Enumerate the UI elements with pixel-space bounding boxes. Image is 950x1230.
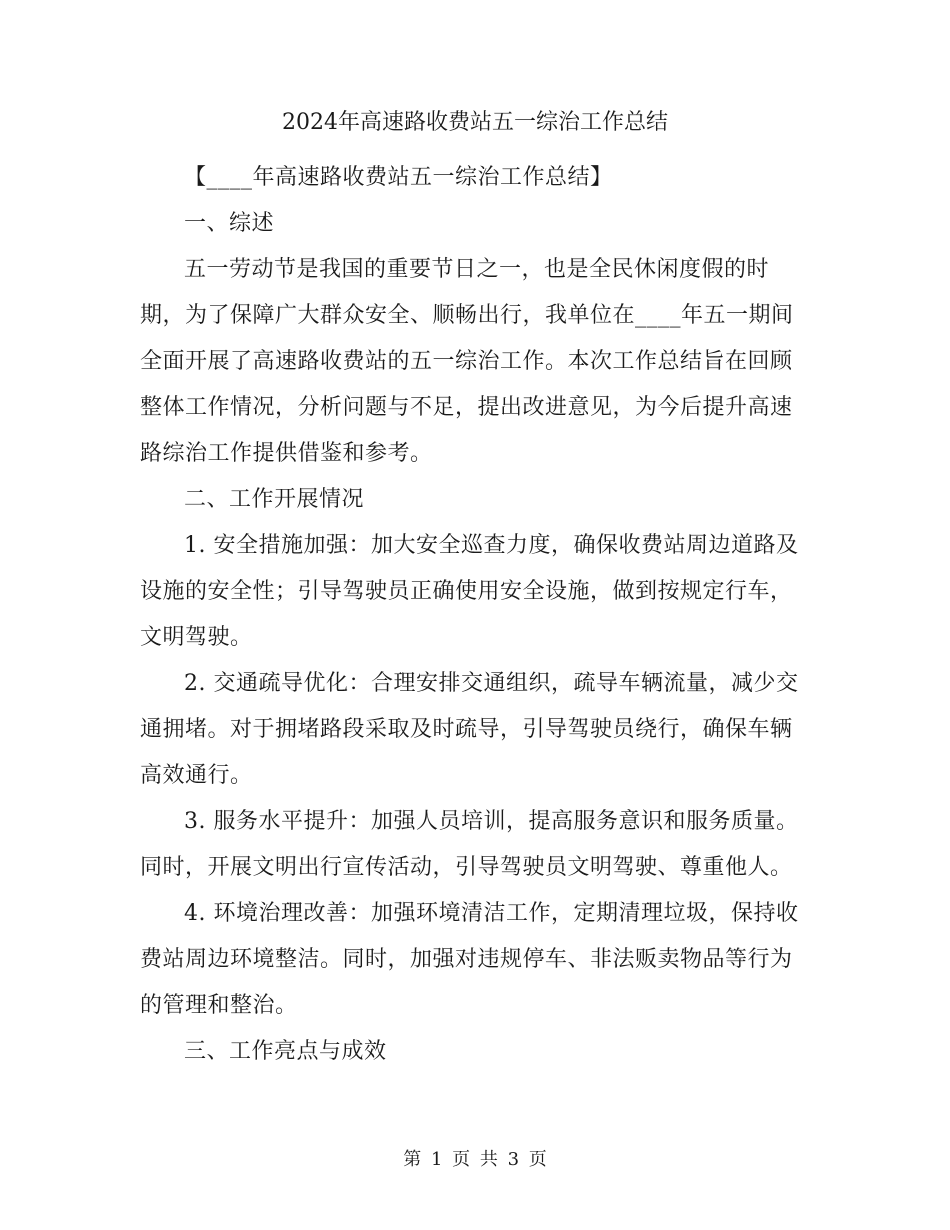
page-footer: 第 1 页 共 3 页: [403, 1149, 547, 1170]
paragraph-overview: 五一劳动节是我国的重要节日之一，也是全民休闲度假的时期，为了保障广大群众安全、顺畅出行，我单位在____年五一期间全面开展了高速路收费站的五一综治工作。本次工作总结旨在回顾整体工作情况，分析问题与不足，提出改进意见，为今后提升高速路综治工作提供借鉴和参考。: [140, 257, 794, 466]
section-heading-highlights: 三、工作亮点与成效: [184, 1039, 387, 1064]
paragraph-item-2: 2. 交通疏导优化：合理安排交通组织，疏导车辆流量，减少交通拥堵。对于拥堵路段采取及时疏导，引导驾驶员绕行，确保车辆高效通行。: [140, 671, 799, 788]
section-heading-work: 二、工作开展情况: [184, 487, 365, 512]
paragraph-item-3: 3. 服务水平提升：加强人员培训，提高服务意识和服务质量。同时，开展文明出行宣传活动，引导驾驶员文明驾驶、尊重他人。: [140, 809, 799, 880]
document-body: [140, 155, 810, 1075]
paragraph-item-4: 4. 环境治理改善：加强环境清洁工作，定期清理垃圾，保持收费站周边环境整洁。同时，加强对违规停车、非法贩卖物品等行为的管理和整治。: [140, 901, 799, 1018]
section-heading-overview: 一、综述: [184, 211, 275, 236]
subtitle-bracket: 【____年高速路收费站五一综治工作总结】: [184, 165, 613, 190]
paragraph-item-1: 1. 安全措施加强：加大安全巡查力度，确保收费站周边道路及设施的安全性；引导驾驶员正确使用安全设施，做到按规定行车，文明驾驶。: [140, 533, 799, 650]
document-title: 2024年高速路收费站五一综治工作总结: [282, 110, 668, 135]
